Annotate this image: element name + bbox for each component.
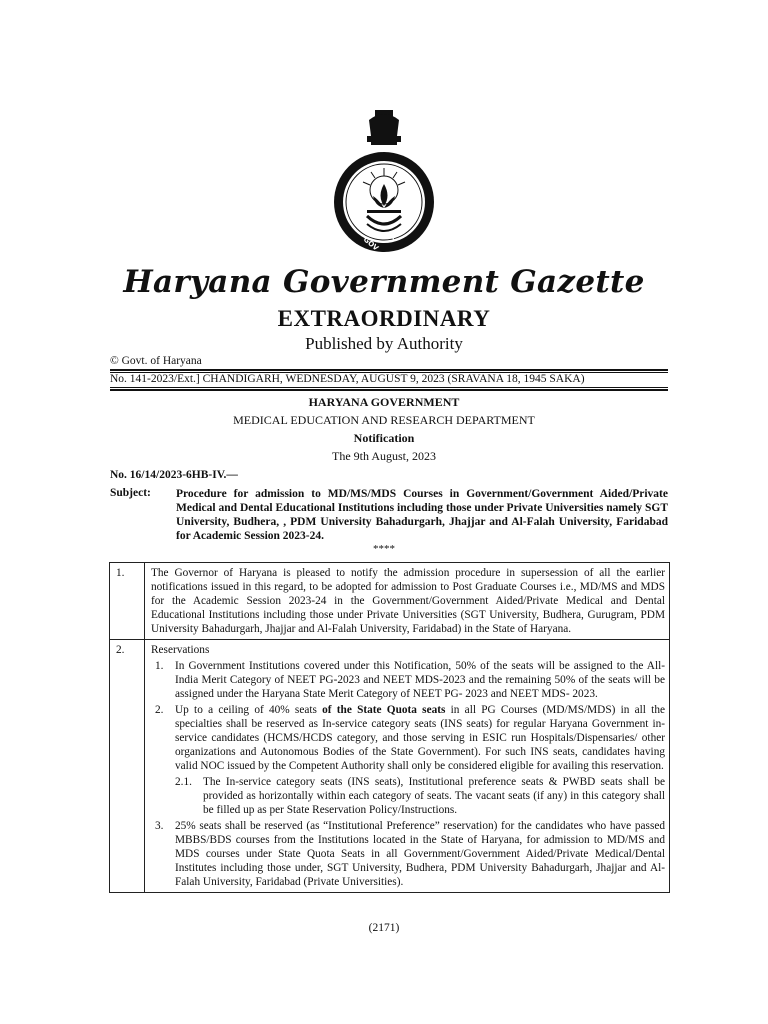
extraordinary-label: EXTRAORDINARY — [277, 306, 491, 331]
clause-body — [145, 640, 670, 893]
subject-label: Subject: — [110, 487, 151, 499]
item-text-part: in all PG Courses (MD/MS/MDS) in all the specialties shall be reserved as In-service category seats (INS seats) for regular Haryana Government in-service candidates (HCMS/HCDS category, and those serving in ESIC run Hospitals/Dispensaries/ other organizations and Autonomous Bodies of the State Government). For such INS seats, candidates having valid NOC issued by the Competent Authority shall only be considered eligible for availing this reservation. — [175, 704, 665, 772]
issue-line: No. 141-2023/Ext.] CHANDIGARH, WEDNESDAY, AUGUST 9, 2023 (SRAVANA 18, 1945 SAKA) — [110, 373, 585, 385]
svg-text:GOV: GOV — [361, 235, 380, 253]
divider — [110, 369, 668, 371]
copyright-line: © Govt. of Haryana — [110, 355, 202, 367]
clause-number: 1. — [110, 563, 145, 640]
page-number: (2171) — [368, 922, 400, 934]
gazette-title: Haryana Government Gazette — [123, 264, 645, 300]
separator-stars: **** — [373, 543, 395, 555]
item-text: The In-service category seats (INS seats), Institutional preference seats & PWBD seats shall be provided as horizontally within each category of seats. The vacant seats (if any) in this category shall be filled up as per State Reservation Policy/Instructions. — [203, 776, 665, 816]
item-text — [175, 703, 665, 773]
item-text: 25% seats shall be reserved (as “Institutional Preference” reservation) for the candidates who have passed MBBS/BDS courses from the Institutions located in the State of Haryana, for admission to MD/MS and MDS courses under State Quota Seats in all Government/Government Aided/Private Medical/Dental Institutes including those under, SGT University, Budhera, PDM University Bahadurgarh, Jhajjar and Al-Falah University, Faridabad (Private Universities). — [175, 820, 665, 888]
item-text-bold: of the State Quota seats — [322, 704, 446, 716]
notification-number: No. 16/14/2023-6HB-IV.— — [110, 469, 238, 481]
item-number: 3. — [155, 820, 164, 832]
list-item — [151, 659, 665, 701]
divider — [110, 387, 668, 388]
divider — [110, 389, 668, 391]
notification-heading: Notification — [353, 431, 415, 445]
table-row — [110, 640, 670, 893]
list-item — [151, 703, 665, 773]
item-text: In Government Institutions covered under this Notification, 50% of the seats will be assigned to the All-India Merit Category of NEET PG-2023 and NEET MDS-2023 and the remaining 50% of the seats will be assigned under the Haryana State Merit Category of NEET PG- 2023 and NEET MDS- 2023. — [175, 660, 665, 700]
clause-heading: Reservations — [151, 644, 210, 656]
table-row — [110, 563, 670, 640]
list-item — [151, 775, 665, 817]
item-number: 2.1. — [175, 776, 192, 788]
item-number: 1. — [155, 660, 164, 672]
notification-date: The 9th August, 2023 — [332, 449, 436, 463]
clauses-table — [109, 562, 670, 893]
published-by-authority: Published by Authority — [305, 334, 463, 353]
clause-text: The Governor of Haryana is pleased to notify the admission procedure in supersession of all the earlier notifications issued in this regard, to be adopted for admission to Post Graduate Courses i.e., MD/MS and MDS for the Academic Session 2023-24 in the Government/Government Aided/Private Medical and Dental Educational Institutions including those under Private Universities (SGT University, Budhera, Gurugram, PDM University Bahadurgarh, Jhajjar and Al-Falah University, Faridabad) in the State of Haryana. — [145, 563, 670, 640]
department-heading: MEDICAL EDUCATION AND RESEARCH DEPARTMENT — [233, 413, 535, 427]
clause-number: 2. — [110, 640, 145, 893]
haryana-emblem-logo — [333, 106, 435, 266]
subject-text: Procedure for admission to MD/MS/MDS Courses in Government/Government Aided/Private Medical and Dental Educational Institutions including those under Private Universities namely SGT University, Budhera, , PDM University Bahadurgarh, Jhajjar and Al-Falah University, Faridabad for Academic Session 2023-24. — [176, 488, 668, 542]
government-heading: HARYANA GOVERNMENT — [308, 395, 460, 409]
item-number: 2. — [155, 704, 164, 716]
list-item — [151, 819, 665, 889]
svg-text:ANA: ANA — [389, 224, 408, 242]
item-text-part: Up to a ceiling of 40% seats — [175, 704, 323, 716]
